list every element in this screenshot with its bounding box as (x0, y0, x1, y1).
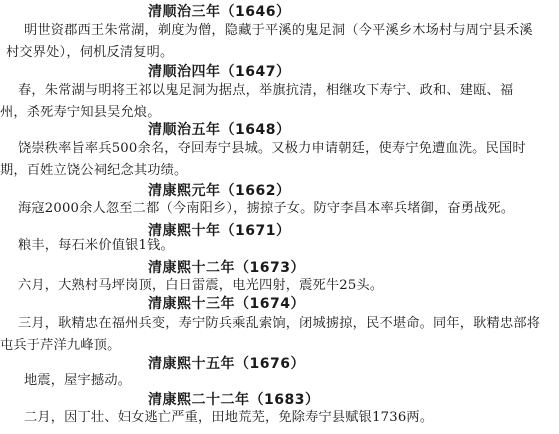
entry-text: 春，朱常湖与明将王祁以鬼足洞为据点，举旗抗清，相继攻下寿宁、政和、建瓯、福州，杀死寿宁知县吴允烺。 (0, 83, 514, 120)
entry-text: 三月，耿精忠在福州兵变，寿宁防兵乘乱索饷，闭城掳掠，民不堪命。同年，耿精忠部将屯兵于芹洋九峰顶。 (0, 316, 541, 353)
entry-text: 粮丰，每石米价值银1钱。 (18, 238, 174, 253)
entry-heading: 清康熙元年（1662） (148, 183, 291, 199)
entry-text: 二月，因丁壮、妇女逃亡严重，田地荒芜，免除寿宁县赋银1736两。 (24, 410, 434, 425)
entry-heading: 清康熙十三年（1674） (148, 296, 305, 312)
entry-heading: 清顺治五年（1648） (148, 122, 291, 138)
entry-heading: 清康熙十二年（1673） (148, 260, 305, 276)
entry-heading: 清顺治四年（1647） (148, 64, 291, 80)
entry-heading: 清康熙二十二年（1683） (148, 392, 320, 408)
entry-heading: 清康熙十五年（1676） (148, 356, 305, 372)
entry-text: 六月，大熟村马坪岗顶，白日雷震，电光四射，震死牛25头。 (18, 278, 384, 293)
entry-text: 地震，屋宇撼动。 (24, 373, 132, 388)
entry-heading: 清康熙十年（1671） (148, 223, 291, 239)
entry-text: 饶崇秩率旨率兵500余名，夺回寿宁县城。又极力申请朝廷，使寿宁免遭血洗。民国时期，百姓立饶公祠纪念其功绩。 (0, 141, 526, 178)
entry-heading: 清顺治三年（1646） (148, 4, 291, 20)
entry-text: 海寇2000余人忽至二都（今南阳乡），掳掠子女。防守李昌本率兵堵御，奋勇战死。 (18, 201, 515, 216)
entry-text: 明世资郡西王朱常湖，剃度为僧，隐藏于平溪的鬼足洞（今平溪乡木场村与周宁县禾溪村交界处），伺机反清复明。 (6, 23, 533, 60)
